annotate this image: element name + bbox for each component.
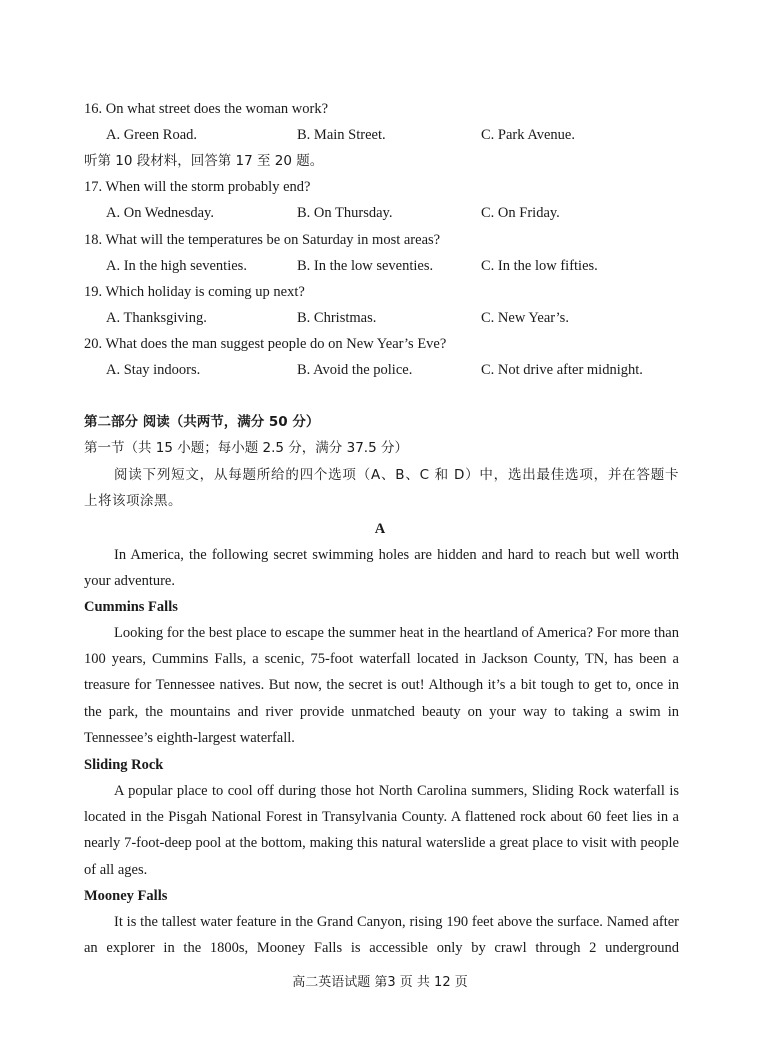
listening-instruction: 听第 10 段材料，回答第 17 至 20 题。 — [84, 153, 324, 169]
option-18-c: C. In the low fifties. — [481, 258, 598, 274]
option-19-a: A. Thanksgiving. — [106, 310, 207, 326]
section-title: 第一节（共 15 小题；每小题 2.5 分，满分 37.5 分） — [84, 440, 408, 456]
question-20: 20. What does the man suggest people do on New Year’s Eve? — [84, 336, 447, 352]
option-17-a: A. On Wednesday. — [106, 205, 214, 221]
option-19-c: C. New Year’s. — [481, 310, 569, 326]
part-title: 第二部分 阅读（共两节，满分 50 分） — [84, 414, 320, 430]
section-text-sliding-rock: A popular place to cool off during those hot North Carolina summers, Sliding Rock waterfall is located in the Pisgah National Forest in Transylvania County. A flattened rock about 60 feet lies in a nearly 7-foot-deep pool at the bottom, making this natural waterslide a great place to visit with people of all ages. — [84, 783, 679, 878]
option-20-a: A. Stay indoors. — [106, 362, 201, 378]
passage-intro: In America, the following secret swimming holes are hidden and hard to reach but well worth your adventure. — [84, 547, 679, 590]
option-20-b: B. Avoid the police. — [297, 362, 413, 378]
question-19: 19. Which holiday is coming up next? — [84, 284, 305, 300]
option-20-c: C. Not drive after midnight. — [481, 362, 643, 378]
question-16: 16. On what street does the woman work? — [84, 101, 329, 117]
option-17-b: B. On Thursday. — [297, 205, 393, 221]
option-16-b: B. Main Street. — [297, 127, 386, 143]
section-text-cummins-falls: Looking for the best place to escape the summer heat in the heartland of America? For more than 100 years, Cummins Falls, a scenic, 75-foot waterfall located in Jackson County, TN, has been a treasure for Tennessee natives. But now, the secret is out! Although it’s a bit tough to get to, once in the park, the mountains and river provide unmatched beauty on your way to taking a swim in Tennessee’s eighth-largest waterfall. — [84, 625, 679, 746]
passage-letter: A — [374, 521, 386, 537]
option-18-b: B. In the low seventies. — [297, 258, 434, 274]
question-17: 17. When will the storm probably end? — [84, 179, 311, 195]
option-16-a: A. Green Road. — [106, 127, 198, 143]
page-footer: 高二英语试题 第3 页 共 12 页 — [292, 975, 468, 990]
section-text-mooney-falls: It is the tallest water feature in the Grand Canyon, rising 190 feet above the surface. Named after an explorer in the 1800s, Mooney Falls is accessible only by crawl through 2 underground — [84, 914, 679, 957]
option-17-c: C. On Friday. — [481, 205, 560, 221]
question-18: 18. What will the temperatures be on Saturday in most areas? — [84, 232, 441, 248]
option-18-a: A. In the high seventies. — [106, 258, 247, 274]
option-16-c: C. Park Avenue. — [481, 127, 575, 143]
option-19-b: B. Christmas. — [297, 310, 377, 326]
section-heading-mooney-falls: Mooney Falls — [84, 888, 168, 904]
section-heading-sliding-rock: Sliding Rock — [84, 757, 164, 773]
reading-instructions: 阅读下列短文，从每题所给的四个选项（A、B、C 和 D）中，选出最佳选项，并在答题卡上将该项涂黑。 — [84, 467, 679, 510]
section-heading-cummins-falls: Cummins Falls — [84, 599, 178, 615]
